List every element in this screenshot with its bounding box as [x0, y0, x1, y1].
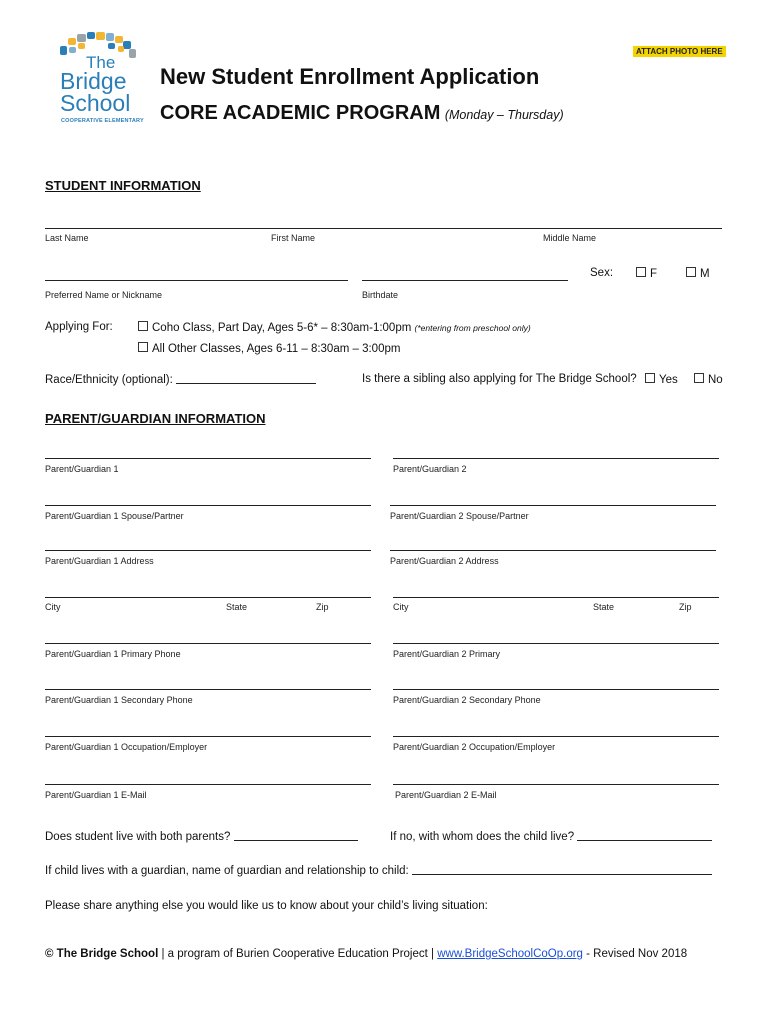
sex-male-label: M	[700, 268, 710, 280]
p2-secondary-label: Parent/Guardian 2 Secondary Phone	[393, 695, 541, 705]
p2-primary-line[interactable]	[393, 643, 719, 644]
p2-primary-label: Parent/Guardian 2 Primary	[393, 649, 501, 659]
applying-option-all-other[interactable]	[138, 342, 400, 355]
checkbox-icon[interactable]	[645, 373, 655, 383]
p2-email-label: Parent/Guardian 2 E-Mail	[395, 790, 497, 800]
logo-tile	[123, 41, 131, 49]
logo-tile	[87, 32, 95, 39]
guardian-relationship-label: If child lives with a guardian, name of guardian and relationship to child:	[45, 865, 409, 877]
with-whom-line[interactable]	[577, 830, 712, 841]
p2-address-label: Parent/Guardian 2 Address	[390, 556, 499, 566]
sex-female-option[interactable]	[636, 267, 657, 280]
living-situation-prompt: Please share anything else you would like us to know about your child’s living situation:	[45, 900, 488, 912]
p2-email-line[interactable]	[393, 784, 719, 785]
sex-female-label: F	[650, 268, 658, 280]
p2-spouse-label: Parent/Guardian 2 Spouse/Partner	[390, 511, 529, 521]
sibling-no-label: No	[708, 374, 723, 386]
sibling-question: Is there a sibling also applying for The Bridge School?	[362, 373, 637, 385]
p1-occupation-label: Parent/Guardian 1 Occupation/Employer	[45, 742, 208, 752]
option-all-other-label: All Other Classes, Ages 6-11 – 8:30am – 3:00pm	[152, 343, 401, 355]
p2-city-line[interactable]	[393, 597, 719, 598]
guardian-relationship-field	[45, 864, 712, 877]
checkbox-icon[interactable]	[636, 267, 646, 277]
sibling-no-option[interactable]	[694, 373, 723, 386]
p1-name-line[interactable]	[45, 458, 371, 459]
checkbox-icon[interactable]	[694, 373, 704, 383]
preferred-name-label: Preferred Name or Nickname	[45, 290, 163, 300]
sibling-yes-option[interactable]	[645, 373, 678, 386]
option-coho-note: (*entering from preschool only)	[414, 323, 531, 333]
preferred-name-line[interactable]	[45, 280, 348, 281]
p2-name-label: Parent/Guardian 2	[393, 464, 467, 474]
full-name-line[interactable]	[45, 228, 722, 229]
sex-label: Sex:	[590, 267, 614, 279]
p1-address-label: Parent/Guardian 1 Address	[45, 556, 154, 566]
p1-city-line[interactable]	[45, 597, 371, 598]
both-parents-line[interactable]	[234, 830, 358, 841]
checkbox-icon[interactable]	[138, 342, 148, 352]
race-ethnicity-field	[45, 373, 316, 386]
p1-email-line[interactable]	[45, 784, 371, 785]
last-name-label: Last Name	[45, 233, 89, 243]
with-whom-label: If no, with whom does the child live?	[390, 831, 575, 843]
p2-occupation-label: Parent/Guardian 2 Occupation/Employer	[393, 742, 556, 752]
middle-name-label: Middle Name	[543, 233, 597, 243]
logo-tagline: COOPERATIVE ELEMENTARY	[61, 118, 144, 124]
p2-state-label: State	[593, 602, 615, 612]
logo-tile	[118, 46, 124, 52]
race-ethnicity-label: Race/Ethnicity (optional):	[45, 374, 173, 386]
logo-tile	[106, 33, 114, 41]
checkbox-icon[interactable]	[686, 267, 696, 277]
p2-spouse-line[interactable]	[390, 505, 716, 506]
logo-tile	[115, 36, 123, 43]
applying-option-coho[interactable]	[138, 321, 531, 334]
footer-copyright: © The Bridge School	[45, 948, 159, 960]
p1-city-label: City	[45, 602, 61, 612]
checkbox-icon[interactable]	[138, 321, 148, 331]
p1-spouse-line[interactable]	[45, 505, 371, 506]
logo-tile	[69, 47, 76, 53]
logo-tile	[129, 49, 136, 58]
p1-spouse-label: Parent/Guardian 1 Spouse/Partner	[45, 511, 184, 521]
sibling-yes-label: Yes	[659, 374, 678, 386]
p1-secondary-line[interactable]	[45, 689, 371, 690]
p2-address-line[interactable]	[390, 550, 716, 551]
race-ethnicity-line[interactable]	[176, 373, 316, 384]
page-footer	[45, 948, 687, 960]
p1-primary-label: Parent/Guardian 1 Primary Phone	[45, 649, 181, 659]
page-subtitle	[160, 102, 564, 125]
first-name-label: First Name	[271, 233, 316, 243]
option-coho-label: Coho Class, Part Day, Ages 5-6* – 8:30am-1:00pm	[152, 322, 412, 334]
logo-text-the: The	[86, 53, 116, 72]
p2-occupation-line[interactable]	[393, 736, 719, 737]
applying-for-label: Applying For:	[45, 321, 113, 333]
logo-text-school: School	[60, 90, 131, 116]
logo-tile	[68, 38, 76, 45]
logo-tile	[96, 32, 105, 40]
p2-city-label: City	[393, 602, 409, 612]
logo-text-bridge: Bridge	[60, 68, 127, 94]
program-name: CORE ACADEMIC PROGRAM	[160, 102, 441, 124]
school-logo	[58, 32, 142, 132]
p2-secondary-line[interactable]	[393, 689, 719, 690]
p1-address-line[interactable]	[45, 550, 371, 551]
birthdate-label: Birthdate	[362, 290, 399, 300]
both-parents-label: Does student live with both parents?	[45, 831, 231, 843]
footer-program: | a program of Burien Cooperative Education Project |	[158, 948, 438, 960]
logo-tile	[78, 43, 85, 49]
parent-section-title: PARENT/GUARDIAN INFORMATION	[45, 411, 266, 426]
p1-email-label: Parent/Guardian 1 E-Mail	[45, 790, 147, 800]
student-section-title: STUDENT INFORMATION	[45, 178, 201, 193]
footer-revised: - Revised Nov 2018	[582, 948, 688, 960]
sex-male-option[interactable]	[686, 267, 710, 280]
p1-primary-line[interactable]	[45, 643, 371, 644]
logo-tile	[108, 43, 115, 49]
p1-zip-label: Zip	[316, 602, 329, 612]
logo-tile	[60, 46, 67, 55]
guardian-relationship-line[interactable]	[412, 864, 712, 875]
birthdate-line[interactable]	[362, 280, 568, 281]
p2-zip-label: Zip	[679, 602, 692, 612]
with-whom-field	[390, 830, 712, 843]
attach-photo-label: ATTACH PHOTO HERE	[633, 46, 726, 57]
p1-name-label: Parent/Guardian 1	[45, 464, 119, 474]
p1-secondary-label: Parent/Guardian 1 Secondary Phone	[45, 695, 193, 705]
program-days: (Monday – Thursday)	[444, 108, 564, 122]
p1-occupation-line[interactable]	[45, 736, 371, 737]
footer-website-link[interactable]: www.BridgeSchoolCoOp.org	[437, 948, 583, 960]
logo-tile	[77, 34, 86, 42]
both-parents-field	[45, 830, 358, 843]
page-title: New Student Enrollment Application	[160, 64, 540, 89]
p2-name-line[interactable]	[393, 458, 719, 459]
p1-state-label: State	[226, 602, 248, 612]
